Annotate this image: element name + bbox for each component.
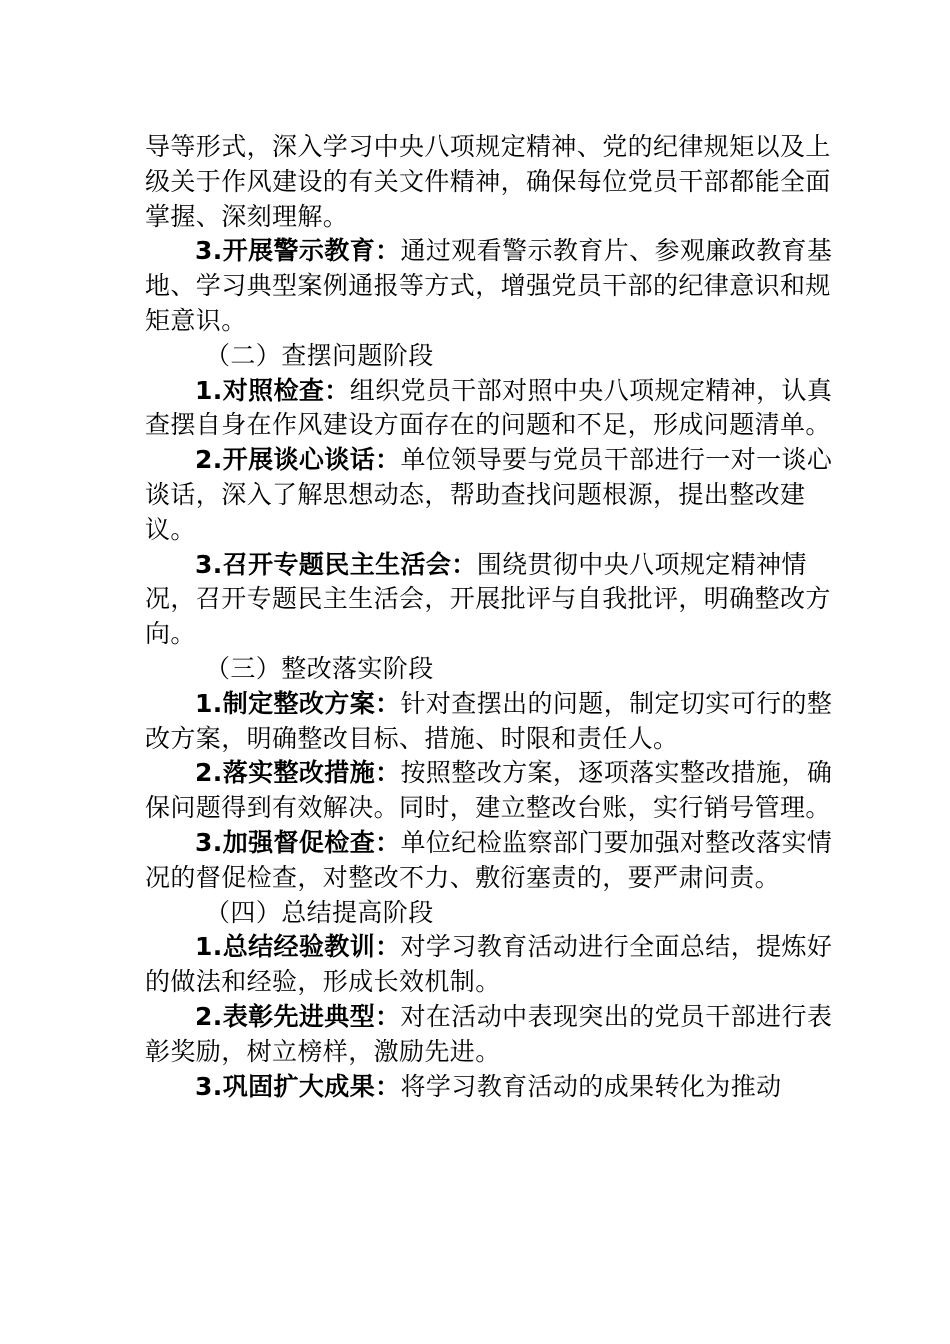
section3-item-3 xyxy=(145,826,835,896)
section2-item-1 xyxy=(145,374,835,444)
section3-item-1 xyxy=(145,687,835,757)
item-text: 对在活动中表现突出的党员干部进行表彰奖励，树立榜样，激励先进。 xyxy=(145,1001,833,1066)
item-label: 1.对照检查： xyxy=(195,375,350,405)
item-label: 2.表彰先进典型： xyxy=(195,1001,401,1031)
item-text: 对学习教育活动进行全面总结，提炼好的做法和经验，形成长效机制。 xyxy=(145,932,833,997)
item-text: 单位领导要与党员干部进行一对一谈心谈话，深入了解思想动态，帮助查找问题根源，提出整改建议。 xyxy=(145,445,833,544)
item-text: 组织党员干部对照中央八项规定精神，认真查摆自身在作风建设方面存在的问题和不足，形成问题清单。 xyxy=(145,375,833,440)
item-label: 1.制定整改方案： xyxy=(195,688,401,718)
item-label: 3.巩固扩大成果： xyxy=(195,1071,401,1101)
section3-item-2 xyxy=(145,756,835,826)
stage1-item-3 xyxy=(145,234,835,338)
item-text: 针对查摆出的问题，制定切实可行的整改方案，明确整改目标、措施、时限和责任人。 xyxy=(145,688,833,753)
item-label: 2.开展谈心谈话： xyxy=(195,445,401,475)
item-label: 3.开展警示教育： xyxy=(195,236,401,266)
item-text: 按照整改方案，逐项落实整改措施，确保问题得到有效解决。同时，建立整改台账，实行销号管理。 xyxy=(145,758,833,823)
section-heading-4: （四）总结提高阶段 xyxy=(205,897,434,927)
item-text: 围绕贯彻中央八项规定精神情况，召开专题民主生活会，开展批评与自我批评，明确整改方向。 xyxy=(145,549,831,649)
section2-item-2 xyxy=(145,443,835,547)
document-body xyxy=(145,130,835,1104)
section4-item-2 xyxy=(145,1000,835,1070)
item-label: 3.加强督促检查： xyxy=(195,827,401,857)
section4-item-3 xyxy=(145,1070,835,1105)
section2-item-3 xyxy=(145,548,835,652)
item-text: 通过观看警示教育片、参观廉政教育基地、学习典型案例通报等方式，增强党员干部的纪律意识和规矩意识。 xyxy=(145,236,833,335)
section-heading-3: （三）整改落实阶段 xyxy=(205,653,434,683)
item-label: 3.召开专题民主生活会： xyxy=(195,549,477,579)
item-text: 单位纪检监察部门要加强对整改落实情况的督促检查，对整改不力、敷衍塞责的，要严肃问责。 xyxy=(145,827,833,892)
intro-paragraph: 导等形式，深入学习中央八项规定精神、党的纪律规矩以及上级关于作风建设的有关文件精神，确保每位党员干部都能全面掌握、深刻理解。 xyxy=(145,132,831,231)
item-text: 将学习教育活动的成果转化为推动 xyxy=(400,1071,782,1101)
item-label: 1.总结经验教训： xyxy=(195,932,401,962)
item-label: 2.落实整改措施： xyxy=(195,758,401,788)
section4-item-1 xyxy=(145,930,835,1000)
section-heading-2: （二）查摆问题阶段 xyxy=(205,340,434,370)
